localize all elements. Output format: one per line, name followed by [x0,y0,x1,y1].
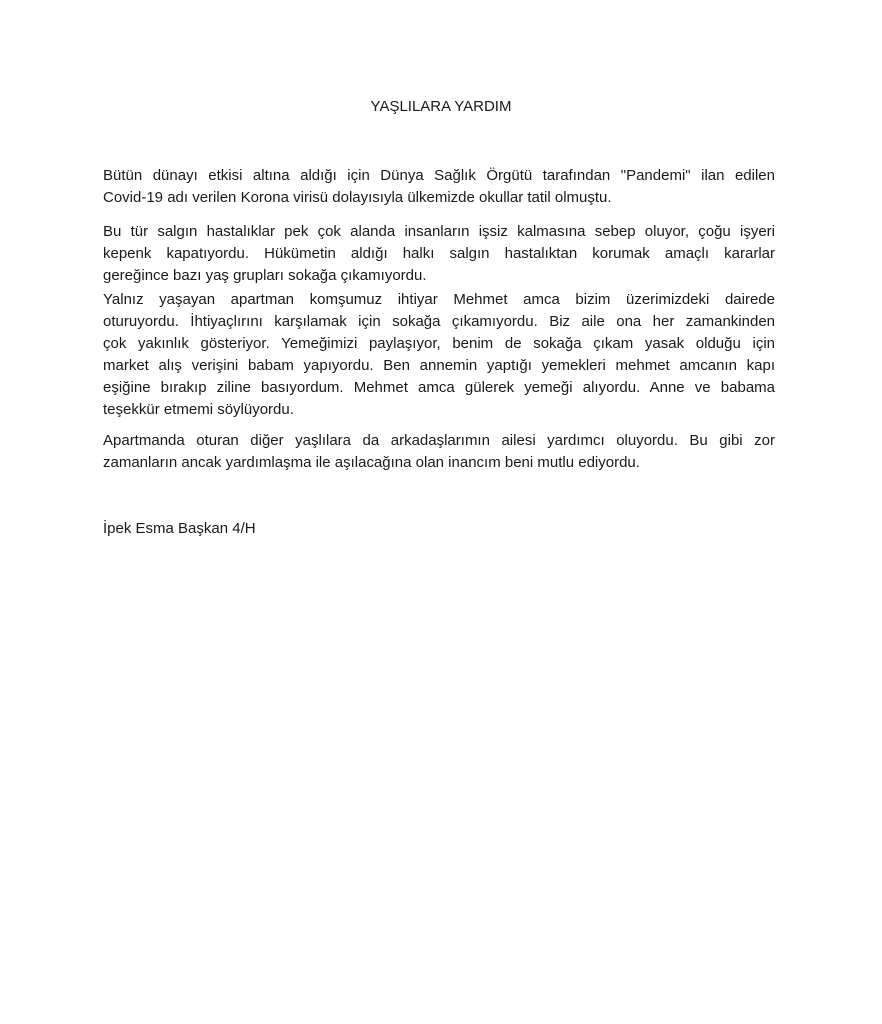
text-line: oturuyordu. İhtiyaçlırını karşılamak için sokağa çıkamıyordu. Biz aile ona her zamankinden [103,313,775,330]
text-line: gereğince bazı yaş grupları sokağa çıkamıyordu. [103,267,427,284]
paragraph-4 [103,430,775,474]
text-line: zamanların ancak yardımlaşma ile aşılacağına olan inancım beni mutlu ediyordu. [103,454,640,471]
text-line: Yalnız yaşayan apartman komşumuz ihtiyar Mehmet amca bizim üzerimizdeki dairede [103,291,775,308]
text-line: market alış verişini babam yapıyordu. Ben annemin yaptığı yemekleri mehmet amcanın kapı [103,357,775,374]
paragraph-2 [103,221,775,287]
text-line: eşiğine bırakıp ziline basıyordum. Mehmet amca gülerek yemeği alıyordu. Anne ve babama [103,379,775,396]
text-line: Bütün dünayı etkisi altına aldığı için Dünya Sağlık Örgütü tarafından "Pandemi" ilan edilen [103,167,775,184]
text-line: çok yakınlık gösteriyor. Yemeğimizi paylaşıyor, benim de sokağa çıkam yasak olduğu için [103,335,775,352]
paragraph-3 [103,289,775,421]
text-line: Apartmanda oturan diğer yaşlılara da arkadaşlarımın ailesi yardımcı oluyordu. Bu gibi zor [103,432,775,449]
document-title: YAŞLILARA YARDIM [370,98,512,115]
text-line: teşekkür etmemi söylüyordu. [103,401,294,418]
text-line: Covid-19 adı verilen Korona virisü dolayısıyla ülkemizde okullar tatil olmuştu. [103,189,612,206]
text-line: kepenk kapatıyordu. Hükümetin aldığı halkı salgın hastalıktan korumak amaçlı kararlar [103,245,775,262]
text-line: Bu tür salgın hastalıklar pek çok alanda insanların işsiz kalmasına sebep oluyor, çoğu işyeri [103,223,775,240]
author-signature: İpek Esma Başkan 4/H [103,520,256,537]
paragraph-1 [103,165,775,209]
